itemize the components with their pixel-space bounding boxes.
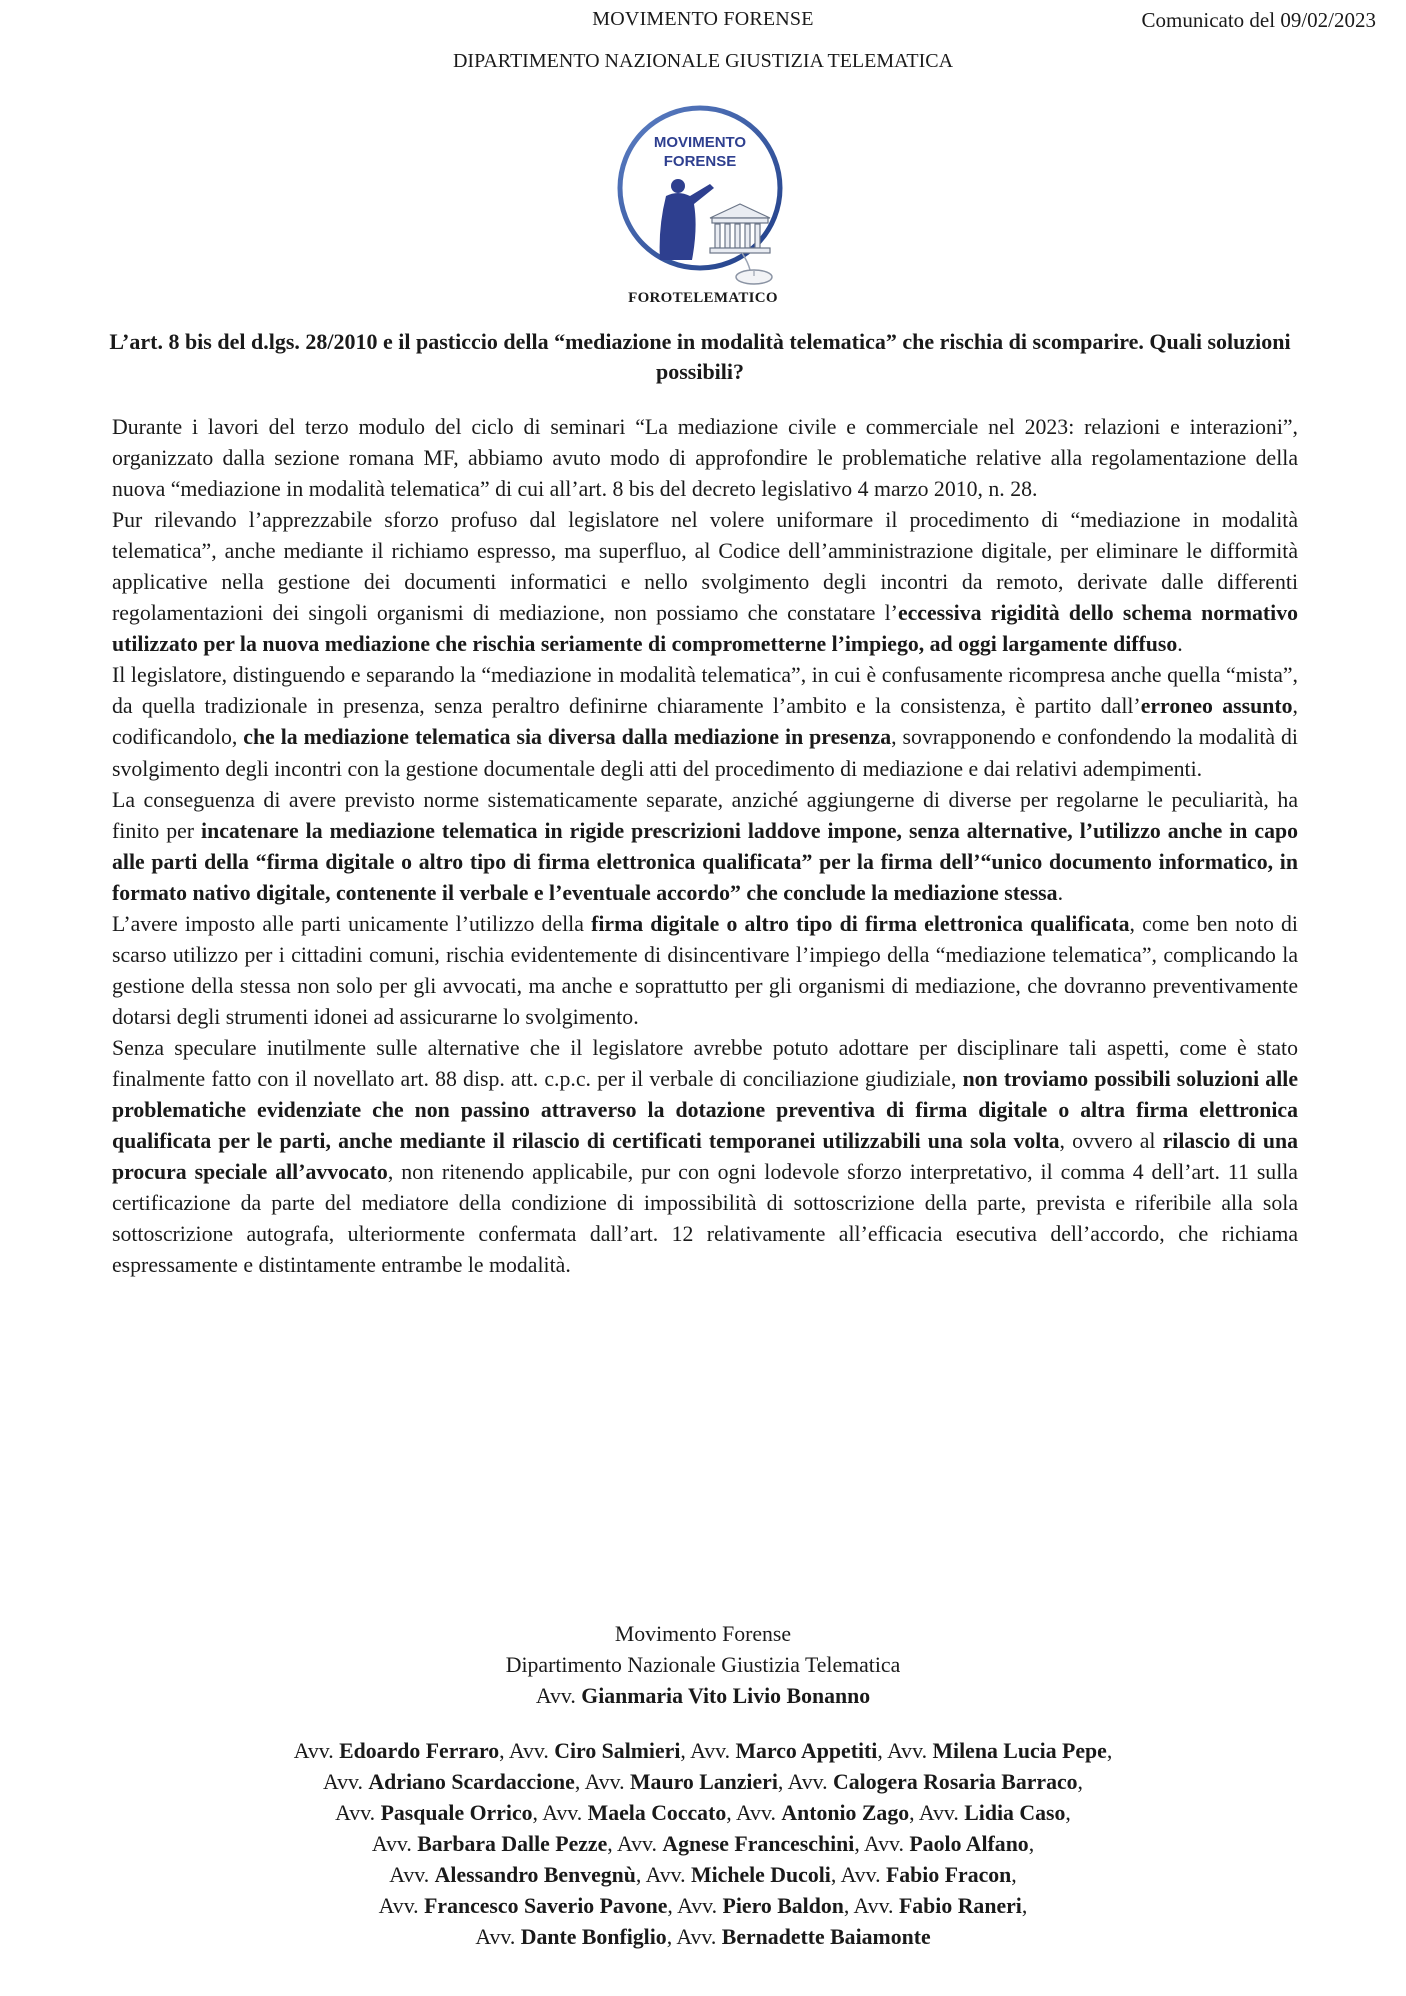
- cosigner-name: Alessandro Benvegnù: [434, 1863, 636, 1888]
- logo-text-line1: MOVIMENTO: [653, 134, 747, 151]
- cosigner-prefix: Avv.: [853, 1894, 899, 1919]
- logo-caption: FOROTELEMATICO: [628, 290, 778, 306]
- text: L’avere imposto alle parti unicamente l’utilizzo della: [112, 911, 592, 936]
- bold-text: non troviamo possibili soluzioni alle problematiche evidenziate che non passino attraverso la dotazione preventiva di firma digitale o altra firma elettronica qualificata per le parti, anche mediante il rilascio di certificati temporanei utilizzabili una sola volta: [112, 1066, 1298, 1154]
- text: Durante i lavori del terzo modulo del ciclo di seminari “La mediazione civile e commerciale nel 2023: relazioni e interazioni”, organizzato dalla sezione romana MF, abbiamo avuto modo di approfondire le problematiche relative alla regolamentazione della nuova “mediazione in modalità telematica” di cui all’art. 8 bis del decreto legislativo 4 marzo 2010, n. 28.: [112, 415, 1298, 502]
- cosigner-prefix: Avv.: [840, 1863, 886, 1888]
- text: , sovrapponendo e confondendo la modalità di svolgimento degli incontri con la gestione documentale degli atti del procedimento di mediazione e dai relativi adempimenti.: [112, 725, 1298, 781]
- body-paragraph: [112, 412, 1298, 505]
- cosigner-name: Ciro Salmieri: [554, 1739, 681, 1763]
- signature-department: Dipartimento Nazionale Giustizia Telematica: [505, 1653, 901, 1678]
- cosigner-prefix: Avv.: [918, 1801, 965, 1826]
- cosigner-prefix: Avv.: [508, 1739, 555, 1763]
- cosigner-name: Barbara Dalle Pezze: [417, 1832, 608, 1857]
- logo-text-line2: FORENSE: [663, 153, 737, 170]
- cosigner-name: Adriano Scardaccione: [368, 1770, 575, 1795]
- cosigner-name: Francesco Saverio Pavone: [424, 1894, 668, 1919]
- cosigner-name: Maela Coccato: [587, 1801, 727, 1826]
- cosigners-list: [100, 1736, 1306, 1953]
- cosigner-prefix: Avv.: [690, 1739, 736, 1763]
- signature-name: Gianmaria Vito Livio Bonanno: [581, 1684, 871, 1709]
- bold-text: firma digitale o altro tipo di firma elettronica qualificata: [591, 911, 1130, 936]
- cosigner-prefix: Avv.: [887, 1739, 933, 1763]
- cosigner-prefix: Avv.: [676, 1925, 722, 1950]
- bold-text: che la mediazione telematica sia diversa dalla mediazione in presenza: [243, 725, 892, 750]
- text: La conseguenza di avere previsto norme sistematicamente separate, anziché aggiungerne di diverse per regolarne le peculiarità, ha finito per: [112, 787, 1298, 843]
- cosigners-line: Avv. Pasquale Orrico, Avv. Maela Coccato, Avv. Antonio Zago, Avv. Lidia Caso,: [335, 1801, 1071, 1826]
- body-paragraph: [112, 505, 1298, 660]
- text: .: [1177, 632, 1183, 657]
- cosigner-prefix: Avv.: [584, 1770, 630, 1795]
- cosigner-prefix: Avv.: [645, 1863, 692, 1888]
- bold-text: incatenare la mediazione telematica in rigide prescrizioni laddove impone, senza alternative, l’utilizzo anche in capo alle parti della “firma digitale o altro tipo di firma elettronica qualificata” per la firma dell’“unico documento informatico, in formato nativo digitale, contenente il verbale e l’eventuale accordo” che conclude la mediazione stessa: [112, 818, 1298, 905]
- cosigners-line: Avv. Edoardo Ferraro, Avv. Ciro Salmieri, Avv. Marco Appetiti, Avv. Milena Lucia Pepe,: [293, 1739, 1113, 1763]
- cosigner-name: Marco Appetiti: [735, 1739, 878, 1763]
- communique-date: Comunicato del 09/02/2023: [1141, 8, 1376, 32]
- movimento-forense-logo: [614, 100, 792, 286]
- cosigner-prefix: Avv.: [735, 1801, 782, 1826]
- cosigner-prefix: Avv.: [864, 1832, 910, 1857]
- cosigner-prefix: Avv.: [323, 1770, 369, 1795]
- bold-text: erroneo assunto: [1140, 694, 1293, 719]
- cosigner-name: Dante Bonfiglio: [520, 1925, 667, 1950]
- cosigner-name: Edoardo Ferraro: [339, 1739, 500, 1763]
- bold-text: rilascio di una procura speciale all’avvocato: [112, 1129, 1298, 1185]
- header-department: DIPARTIMENTO NAZIONALE GIUSTIZIA TELEMATICA: [452, 50, 954, 72]
- cosigner-prefix: Avv.: [378, 1894, 425, 1919]
- cosigner-prefix: Avv.: [335, 1801, 381, 1826]
- body-paragraph: [112, 660, 1298, 784]
- cosigner-name: Lidia Caso: [964, 1801, 1066, 1826]
- cosigner-name: Piero Baldon: [722, 1894, 844, 1919]
- cosigners-line: Avv. Barbara Dalle Pezze, Avv. Agnese Franceschini, Avv. Paolo Alfano,: [371, 1832, 1035, 1857]
- cosigner-prefix: Avv.: [293, 1739, 340, 1763]
- cosigner-name: Pasquale Orrico: [380, 1801, 533, 1826]
- cosigner-name: Agnese Franceschini: [662, 1832, 855, 1857]
- text: .: [1057, 880, 1064, 905]
- text: Pur rilevando l’apprezzabile sforzo profuso dal legislatore nel volere uniformare il procedimento di “mediazione in modalità telematica”, anche mediante il richiamo espresso, ma superfluo, al Codice dell’amministrazione digitale, per eliminare le difformità applicative nella gestione dei documenti informatici e nello svolgimento degli incontri da remoto, derivate dalle differenti regolamentazioni dei singoli organismi di mediazione, non possiamo che constatare l’: [112, 508, 1298, 626]
- header-org: MOVIMENTO FORENSE: [592, 8, 814, 30]
- text: , come ben noto di scarso utilizzo per i cittadini comuni, rischia evidentemente di disincentivare l’impiego della “mediazione telematica”, complicando la gestione della stessa non solo per gli avvocati, ma anche e soprattutto per gli organismi di mediazione, che dovranno preventivamente dotarsi degli strumenti idonei ad assicurarne lo svolgimento.: [112, 911, 1298, 1029]
- cosigner-name: Paolo Alfano: [909, 1832, 1029, 1857]
- signature-author: [0, 1681, 1406, 1712]
- cosigner-name: Fabio Fracon: [885, 1863, 1012, 1888]
- document-title: L’art. 8 bis del d.lgs. 28/2010 e il pasticcio della “mediazione in modalità telematica” che rischia di scomparire. Quali soluzioni possibili?: [109, 329, 1291, 384]
- cosigner-prefix: Avv.: [542, 1801, 588, 1826]
- cosigner-name: Calogera Rosaria Barraco: [833, 1770, 1078, 1795]
- cosigners-line: Avv. Francesco Saverio Pavone, Avv. Piero Baldon, Avv. Fabio Raneri,: [378, 1894, 1028, 1919]
- document-body: [112, 412, 1298, 1281]
- cosigner-name: Mauro Lanzieri: [629, 1770, 778, 1795]
- signature-org: Movimento Forense: [614, 1622, 792, 1646]
- text: , non ritenendo applicabile, pur con ogni lodevole sforzo interpretativo, il comma 4 dell’art. 11 sulla certificazione da parte del mediatore della condizione di impossibilità di sottoscrizione della parte, prevista e riferibile alla sola sottoscrizione autografa, ulteriormente confermata dall’art. 12 relativamente all’efficacia esecutiva dell’accordo, che richiama espressamente e distintamente entrambe le modalità.: [112, 1160, 1298, 1278]
- body-paragraph: [112, 1033, 1298, 1281]
- cosigner-prefix: Avv.: [389, 1863, 435, 1888]
- cosigner-name: Bernadette Baiamonte: [721, 1925, 931, 1950]
- text: Senza speculare inutilmente sulle alternative che il legislatore avrebbe potuto adottare per disciplinare tali aspetti, come è stato finalmente fatto con il novellato art. 88 disp. att. c.p.c. per il verbale di conciliazione giudiziale,: [112, 1035, 1298, 1091]
- signature-prefix: Avv.: [535, 1684, 582, 1709]
- cosigner-prefix: Avv.: [677, 1894, 723, 1919]
- cosigner-prefix: Avv.: [787, 1770, 833, 1795]
- cosigner-name: Fabio Raneri: [898, 1894, 1022, 1919]
- body-paragraph: [112, 785, 1298, 909]
- cosigner-prefix: Avv.: [371, 1832, 418, 1857]
- cosigner-name: Milena Lucia Pepe: [932, 1739, 1107, 1763]
- cosigner-prefix: Avv.: [616, 1832, 663, 1857]
- cosigners-line: Avv. Dante Bonfiglio, Avv. Bernadette Baiamonte: [475, 1925, 931, 1950]
- cosigner-prefix: Avv.: [475, 1925, 521, 1950]
- signature-block: [0, 1619, 1406, 1712]
- bold-text: eccessiva rigidità dello schema normativo utilizzato per la nuova mediazione che rischia seriamente di comprometterne l’impiego, ad oggi largamente diffuso: [112, 601, 1298, 657]
- cosigners-line: Avv. Adriano Scardaccione, Avv. Mauro Lanzieri, Avv. Calogera Rosaria Barraco,: [323, 1770, 1083, 1795]
- text: , ovvero al: [1059, 1129, 1163, 1154]
- cosigner-name: Antonio Zago: [781, 1801, 910, 1826]
- text: Il legislatore, distinguendo e separando la “mediazione in modalità telematica”, in cui è confusamente ricompresa anche quella “mista”, da quella tradizionale in presenza, senza peraltro definirne chiaramente l’ambito e la consistenza, è partito dall’: [112, 663, 1298, 719]
- cosigners-line: Avv. Alessandro Benvegnù, Avv. Michele Ducoli, Avv. Fabio Fracon,: [389, 1863, 1017, 1888]
- cosigner-name: Michele Ducoli: [691, 1863, 831, 1888]
- text: , codificandolo,: [112, 694, 1298, 750]
- body-paragraph: [112, 909, 1298, 1033]
